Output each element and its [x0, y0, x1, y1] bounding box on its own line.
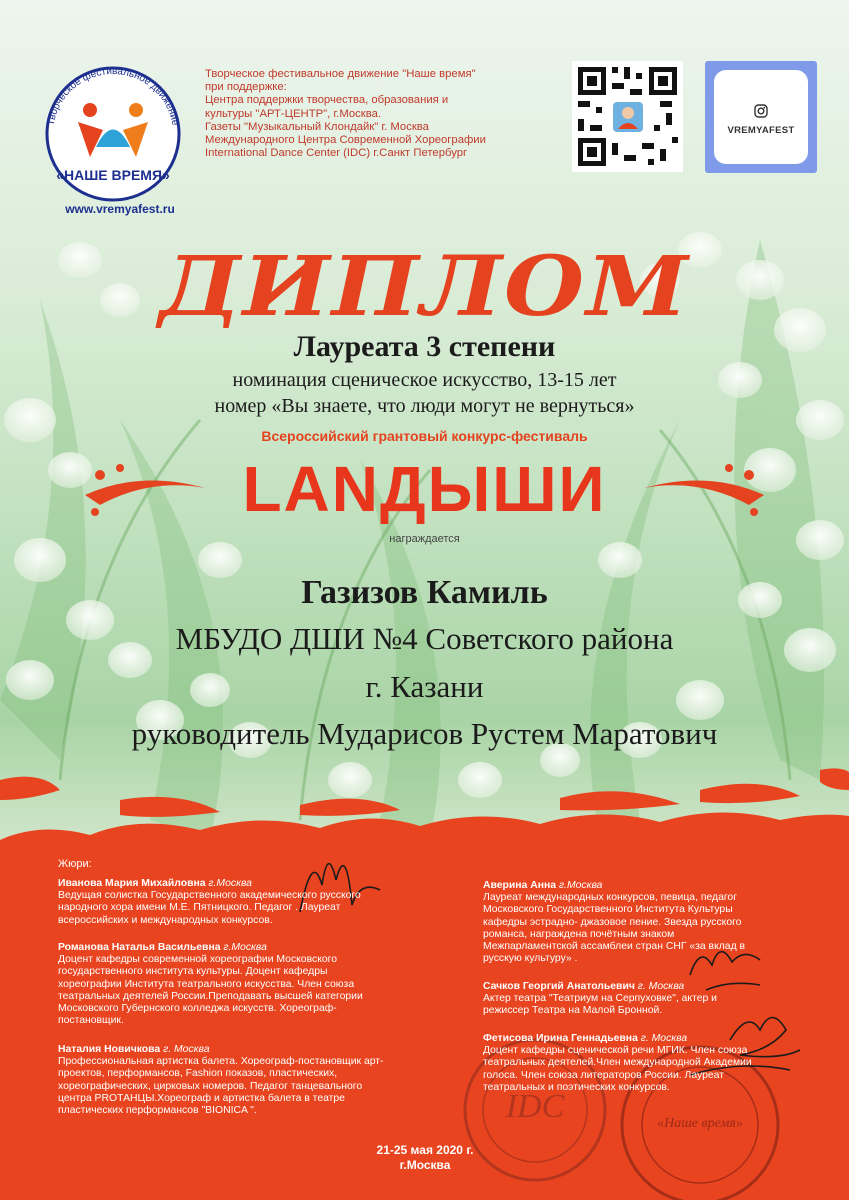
logo-name: «НАШЕ ВРЕМЯ» [56, 167, 170, 183]
support-line: International Dance Center (IDC) г.Санкт Петербург [205, 147, 468, 160]
support-line: Газеты "Музыкальный Клондайк" г. Москва [205, 120, 429, 133]
jury-member-bio: кафедры эстрадно- джазовое пение. Звезда русского [483, 916, 742, 928]
recipient-name: Газизов Камиль [301, 574, 548, 611]
jury-member-bio: Доцент кафедры сценической речи МГИК. Член союза [483, 1045, 748, 1057]
jury-member-name: Сачков Георгий Анатольевич [483, 981, 635, 992]
jury-member-bio: проектов, перформансов, Fashion показов, пластических, [58, 1068, 338, 1080]
jury-label: Жюри: [58, 858, 92, 870]
festival-name: LANДЫШИ [242, 453, 607, 525]
recipient-leader: руководитель Мударисов Рустем Маратович [131, 716, 718, 751]
jury-member [58, 1044, 384, 1117]
support-line: Международного Центра Современной Хореографии [205, 134, 486, 147]
logo-arc-text: Творческое фестивальное движение [45, 65, 181, 127]
jury-member-bio: романса, награждена почётным знаком [483, 928, 675, 940]
jury-member [483, 880, 745, 965]
jury-member-name: Романова Наталья Васильевна [58, 942, 221, 953]
jury-member-name: Фетисова Ирина Геннадьевна [483, 1033, 638, 1044]
site-url[interactable]: www.vremyafest.ru [65, 202, 175, 216]
recipient-org: МБУДО ДШИ №4 Советского района [175, 621, 674, 656]
jury-member-bio: театральных деятелей.Член международной Академии [483, 1057, 752, 1069]
jury-member [483, 1033, 752, 1094]
recipient-city: г. Казани [365, 669, 484, 704]
support-line: при поддержке: [205, 81, 287, 94]
jury-member-bio: Московского Губернского колледжа искусств. Хореограф- [58, 1003, 337, 1015]
event-city: г.Москва [399, 1158, 451, 1172]
diploma-title: ДИПЛОМ [159, 237, 690, 335]
instagram-card [714, 70, 808, 164]
stamp-idc-text: IDC [505, 1088, 565, 1125]
jury-member-city: г.Москва [558, 880, 603, 891]
event-date [330, 1143, 520, 1173]
performance-piece: номер «Вы знаете, что люди могут не вернуться» [214, 395, 635, 417]
jury-member [483, 981, 717, 1018]
support-text [205, 68, 565, 160]
jury-member-bio: Актер театра "Театриум на Серпуховке", актер и [483, 993, 717, 1005]
jury-member-bio: русскую культуру» . [483, 953, 578, 965]
festival-logo [28, 52, 198, 202]
jury-member-city: г.Москва [208, 878, 252, 889]
jury-member-bio: пластических перформансов "BIONICA ". [58, 1105, 257, 1117]
jury-member-bio: народного хора имени М.Е. Пятницкого. Педагог . Лауреат [58, 902, 341, 914]
jury-member-name: Иванова Мария Михайловна [58, 878, 206, 889]
jury-member-bio: театральных и поэтических конкурсов. [483, 1081, 670, 1093]
jury-member-name: Аверина Анна [483, 880, 557, 891]
jury-member-bio: Лауреат международных конкурсов, певица, педагог [483, 892, 737, 904]
jury-member-bio: голоса. Член союза литераторов России. Лауреат [483, 1069, 724, 1081]
jury-member-bio: Ведущая солистка Государственного академического русского [58, 890, 361, 902]
jury-member-bio: режиссер Театра на Малой Бронной. [483, 1005, 663, 1017]
jury-member-bio: театральных деятелей России.Преподавать высшей категории [58, 990, 363, 1002]
jury-member-bio: центра PROТАНЦЫ.Хореограф и артистка балета в театре [58, 1092, 345, 1104]
jury-member-bio: хореографии Института театрального искусства. Член союза [58, 978, 355, 990]
nomination: номинация сценическое искусство, 13-15 лет [232, 369, 617, 391]
awarded-label: награждается [389, 533, 460, 545]
jury-member-city: г.Москва [223, 942, 267, 953]
qr-code[interactable] [572, 61, 683, 172]
instagram-badge[interactable] [705, 61, 817, 173]
support-line: Центра поддержки творчества, образования и [205, 94, 449, 107]
instagram-icon [754, 104, 768, 118]
instagram-handle: VREMYAFEST [727, 125, 795, 136]
support-line: культуры "АРТ-ЦЕНТР", г.Москва. [205, 107, 382, 120]
jury-member [58, 942, 363, 1027]
jury-member-name: Наталия Новичкова [58, 1044, 161, 1055]
jury-member-bio: хореографических, цирковых номеров. Педагог танцевального [58, 1080, 363, 1092]
stamp-nashe-text: «Наше время» [657, 1116, 743, 1131]
jury-member-city: г. Москва [640, 1033, 688, 1044]
support-line: Творческое фестивальное движение "Наше время" [205, 68, 476, 80]
event-date-range: 21-25 мая 2020 г. [376, 1143, 474, 1157]
jury-member-bio: Доцент кафедры современной хореографии Московского [58, 954, 337, 966]
jury-member-bio: государственного института культуры. Доцент кафедры [58, 966, 328, 978]
festival-type: Всероссийский грантовый конкурс-фестиваль [261, 428, 588, 444]
jury-member-bio: постановщик. [58, 1015, 124, 1027]
jury-member-bio: Межпарламентской ассамблеи стран СНГ «за вклад в [483, 941, 746, 953]
jury-member-bio: Московского Государственного Института Культуры [483, 904, 733, 916]
jury-member-bio: всероссийских и международных конкурсов. [58, 914, 273, 926]
jury-member [58, 878, 361, 927]
jury-member-bio: Профессиональная артистка балета. Хореограф-постановщик арт- [58, 1056, 384, 1068]
laureate-degree: Лауреата 3 степени [293, 330, 556, 363]
jury-member-city: г. Москва [637, 981, 685, 992]
jury-member-city: г. Москва [163, 1044, 210, 1055]
